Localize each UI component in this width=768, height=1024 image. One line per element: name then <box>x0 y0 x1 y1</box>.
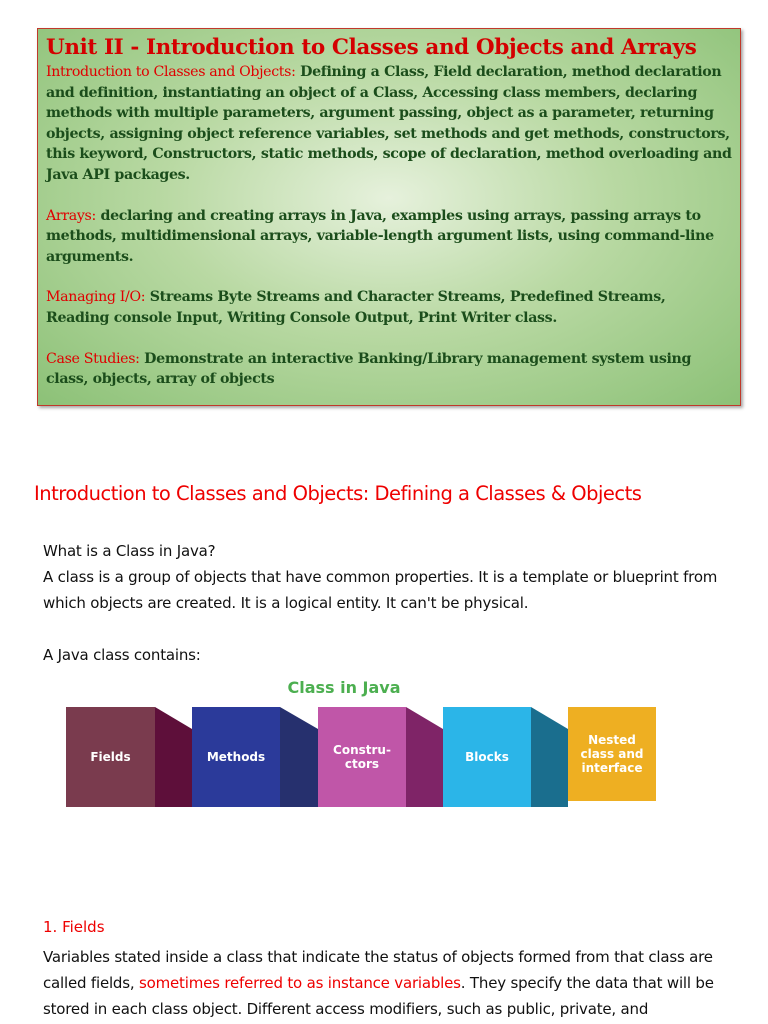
block-methods <box>192 707 280 807</box>
section-title: Introduction to Classes and Objects: Defining a Classes & Objects <box>34 482 642 505</box>
fields-text-after: . They specify the data that will be stored in each class object. Different access modifiers, such as public, private, and <box>43 974 714 1018</box>
syllabus-text: Defining a Class, Field declaration, method declaration and definition, instantiating an object of a Class, Accessing class members, declaring methods with multiple parameters, argument passing, object as a parameter, returning objects, assigning object reference variables, set methods and get methods, constructors, this keyword, Constructors, static methods, scope of declaration, method overloading and Java API packages. <box>46 64 732 183</box>
syllabus-item-arrays <box>46 206 732 268</box>
syllabus-item-classes <box>46 62 732 186</box>
syllabus-label: Introduction to Classes and Objects: <box>46 64 296 80</box>
block-fields <box>66 707 155 807</box>
class-answer: A class is a group of objects that have common properties. It is a template or blueprint from which objects are created. It is a logical entity. It can't be physical. <box>43 568 718 612</box>
connector-shape <box>406 707 443 807</box>
syllabus-item-case-studies <box>46 349 732 390</box>
class-question: What is a Class in Java? <box>43 542 216 560</box>
block-connector <box>531 707 568 807</box>
fields-paragraph <box>43 944 743 1022</box>
syllabus-label: Case Studies: <box>46 350 140 367</box>
block-label: Methods <box>206 750 266 764</box>
fields-highlight: sometimes referred to as instance variables <box>139 974 461 992</box>
syllabus-item-io <box>46 287 732 328</box>
syllabus-label: Arrays: <box>46 207 96 224</box>
syllabus-box <box>37 28 741 406</box>
block-blocks <box>443 707 531 807</box>
connector-shape <box>280 707 318 807</box>
fields-text-before: Variables stated inside a class that indicate the status of objects formed from that class are called fields, <box>43 948 713 992</box>
syllabus-text: Demonstrate an interactive Banking/Library management system using class, objects, array of objects <box>46 350 692 388</box>
syllabus-text: declaring and creating arrays in Java, examples using arrays, passing arrays to methods, multidimensional arrays, variable-length argument lists, using command-line arguments. <box>46 207 714 265</box>
block-constructors <box>318 707 406 807</box>
connector-shape <box>531 707 568 807</box>
block-label: Constru- ctors <box>333 743 391 771</box>
block-connector <box>155 707 192 807</box>
syllabus-text: Streams Byte Streams and Character Streams, Predefined Streams, Reading console Input, Writing Console Output, Print Writer class. <box>46 289 666 326</box>
fields-heading: 1. Fields <box>43 918 105 936</box>
block-nested-class <box>568 707 656 801</box>
diagram-title: Class in Java <box>287 678 401 697</box>
class-definition <box>43 538 743 616</box>
block-label: Fields <box>90 750 131 764</box>
block-label: Blocks <box>465 750 509 764</box>
block-connector <box>406 707 443 807</box>
block-label: Nested class and interface <box>580 733 644 775</box>
connector-shape <box>155 707 192 807</box>
syllabus-label: Managing I/O: <box>46 289 146 306</box>
contains-label: A Java class contains: <box>43 646 201 664</box>
block-connector <box>280 707 318 807</box>
unit-title: Unit II - Introduction to Classes and Objects and Arrays <box>46 35 697 60</box>
class-in-java-diagram <box>66 678 666 810</box>
